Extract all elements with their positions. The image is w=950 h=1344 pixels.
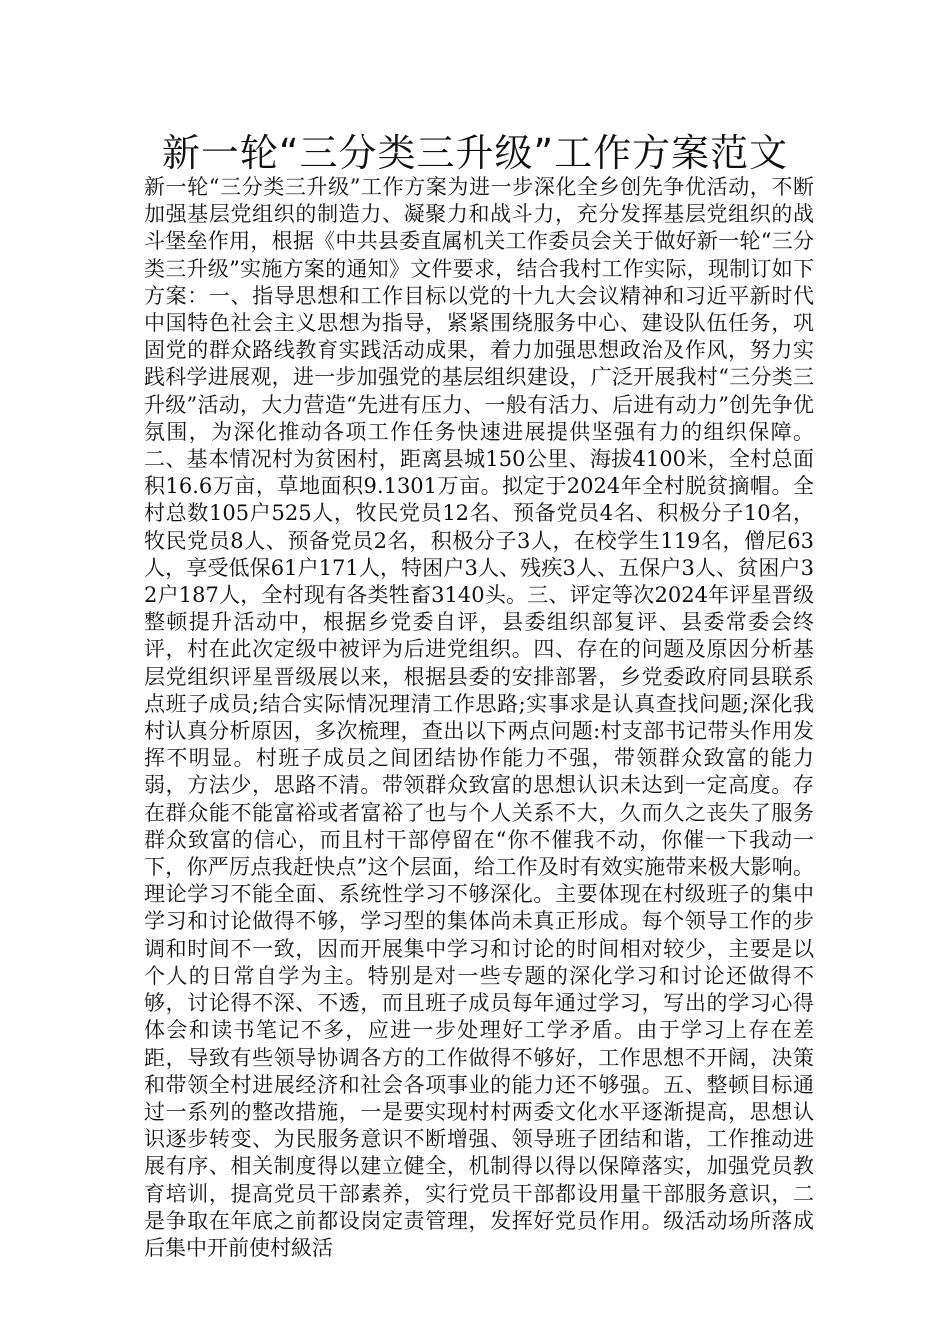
document-body: 新一轮“三分类三升级”工作方案为进一步深化全乡创先争优活动，不断加强基层党组织的制造力、凝聚力和战斗力，充分发挥基层党组织的战斗堡垒作用，根据《中共县委直属机关工作委员会关于做好新一轮“三分类三升级”实施方案的通知》文件要求，结合我村工作实际，现制订如下方案：一、指导思想和工作目标以党的十九大会议精神和习近平新时代中国特色社会主义思想为指导，紧紧围绕服务中心、建设队伍任务，巩固党的群众路线教育实践活动成果，着力加强思想政治及作风，努力实践科学进展观，进一步加强党的基层组织建设，广泛开展我村“三分类三升级”活动，大力营造“先进有压力、一般有活力、后进有动力”创先争优氛围，为深化推动各项工作任务快速进展提供坚强有力的组织保障。二、基本情况村为贫困村，距离县城150公里、海拔4100米，全村总面积16.6万亩，草地面积9.1301万亩。拟定于2024年全村脱贫摘帽。全村总数105户525人，牧民党员12名、预备党员4名、积极分子10名，牧民党员8人、预备党员2名，积极分子3人，在校学生119名，僧尼63人，享受低保61户171人，特困户3人、残疾3人、五保户3人、贫困户32户187人，全村现有各类牲畜3140头。三、评定等次2024年评星晋级整顿提升活动中，根据乡党委自评，县委组织部复评、县委常委会终评，村在此次定级中被评为后进党组织。四、存在的问题及原因分析基层党组织评星晋级展以来，根据县委的安排部署，乡党委政府同县联系点班子成员;结合实际情况理清工作思路;实事求是认真查找问题;深化我村认真分析原因，多次梳理，查出以下两点问题:村支部书记带头作用发挥不明显。村班子成员之间团结协作能力不强，带领群众致富的能力弱，方法少，思路不清。带领群众致富的思想认识未达到一定高度。存在群众能不能富裕或者富裕了也与个人关系不大，久而久之丧失了服务群众致富的信心，而且村干部停留在“你不催我不动，你催一下我动一下，你严厉点我赶快点”这个层面，给工作及时有效实施带来极大影响。理论学习不能全面、系统性学习不够深化。主要体现在村级班子的集中学习和讨论做得不够，学习型的集体尚未真正形成。每个领导工作的步调和时间不一致，因而开展集中学习和讨论的时间相对较少，主要是以个人的日常自学为主。特别是对一些专题的深化学习和讨论还做得不够，讨论得不深、不透，而且班子成员每年通过学习，写出的学习心得体会和读书笔记不多，应进一步处理好工学矛盾。由于学习上存在差距，导致有些领导协调各方的工作做得不够好，工作思想不开阔，决策和带领全村进展经济和社会各项事业的能力还不够强。五、整顿目标通过一系列的整改措施，一是要实现村村两委文化水平逐渐提高，思想认识逐步转变、为民服务意识不断增强、领导班子团结和谐，工作推动进展有序、相关制度得以建立健全，机制得以得以保障落实，加强党员教育培训，提高党员干部素养，实行党员干部都设用量干部服务意识，二是争取在年底之前都设岗定责管理，发挥好党员作用。级活动场所落成后集中开前使村級活 bbox=[144, 175, 814, 1260]
document-title: 新一轮“三分类三升级”工作方案范文 bbox=[161, 131, 789, 175]
